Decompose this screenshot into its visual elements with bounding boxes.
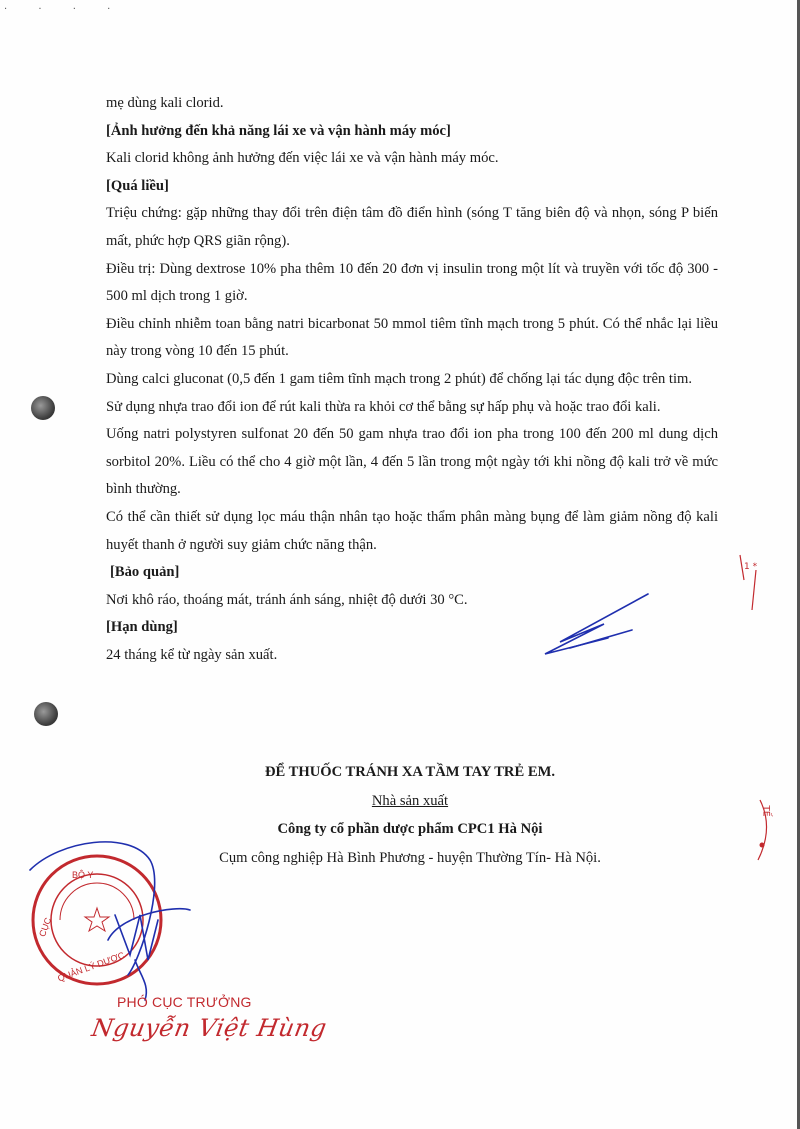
seal-top-text: BỘ Y	[72, 870, 94, 880]
scan-specks: · · · ·	[4, 4, 125, 15]
body-paragraph: Triệu chứng: gặp những thay đổi trên điện tâm đồ điển hình (sóng T tăng biên độ và nhọn, sóng P biến mất, phức hợp QRS giãn rộng).	[106, 205, 718, 249]
margin-note-middle: TẾ	[760, 805, 771, 817]
manufacturer-label: Nhà sản xuất	[371, 792, 449, 809]
body-paragraph: 24 tháng kể từ ngày sản xuất.	[106, 646, 278, 663]
body-paragraph: Dùng calci gluconat (0,5 đến 1 gam tiêm tĩnh mạch trong 2 phút) để chống lại tác dụng độc trên tim.	[106, 370, 693, 387]
director-signature	[30, 842, 190, 1000]
body-paragraph: Nơi khô ráo, thoáng mát, tránh ánh sáng, nhiệt độ dưới 30 °C.	[106, 591, 468, 608]
child-safety-warning: ĐỂ THUỐC TRÁNH XA TẦM TAY TRẺ EM.	[264, 764, 556, 780]
section-heading: [Quá liều]	[106, 177, 169, 194]
inspector-initials	[545, 594, 648, 654]
body-paragraph: Điều chỉnh nhiễm toan bằng natri bicarbonat 50 mmol tiêm tĩnh mạch trong 5 phút. Có thể nhắc lại liều này trong vòng 10 đến 15 phút.	[106, 315, 718, 360]
seal-bottom-text: QUẢN LÝ DƯỢC	[56, 949, 126, 984]
body-paragraph: Điều trị: Dùng dextrose 10% pha thêm 10 đến 20 đơn vị insulin trong một lít và truyền với tốc độ 300 - 500 ml dịch trong 1 giờ.	[106, 260, 718, 305]
section-heading: [Ảnh hưởng đến khả năng lái xe và vận hành máy móc]	[106, 122, 451, 139]
body-paragraph: Sử dụng nhựa trao đổi ion để rút kali thừa ra khỏi cơ thể bằng sự hấp phụ và hoặc trao đổi kali.	[106, 398, 661, 415]
margin-dot	[760, 843, 765, 848]
body-paragraph: mẹ dùng kali clorid.	[106, 95, 224, 111]
section-heading: [Bảo quản]	[110, 564, 180, 581]
margin-note-top: 1 *	[744, 562, 758, 572]
body-paragraph: Kali clorid không ảnh hưởng đến việc lái xe và vận hành máy móc.	[106, 150, 499, 167]
signer-title: PHÓ CỤC TRƯỞNG	[117, 994, 252, 1010]
seal-star	[85, 908, 109, 931]
company-name: Công ty cổ phần dược phẩm CPC1 Hà Nội	[277, 821, 543, 837]
body-paragraph: Có thể cần thiết sử dụng lọc máu thận nhân tạo hoặc thẩm phân màng bụng để làm giảm nồng độ kali huyết thanh ở người suy giảm chức năng thận.	[106, 508, 718, 553]
signer-name: Nguyễn Việt Hùng	[89, 1014, 329, 1042]
section-heading: [Hạn dùng]	[106, 619, 178, 636]
seal-left-text: CỤC	[37, 916, 54, 939]
company-address: Cụm công nghiệp Hà Bình Phương - huyện Thường Tín- Hà Nội.	[219, 849, 601, 866]
body-paragraph: Uống natri polystyren sulfonat 20 đến 50 gam nhựa trao đổi ion pha trong 100 đến 200 ml dung dịch sorbitol 20%. Liều có thể cho 4 giờ một lần, 4 đến 5 lần trong một ngày tới khi nồng độ kali trở về mức bình thường.	[106, 426, 718, 498]
